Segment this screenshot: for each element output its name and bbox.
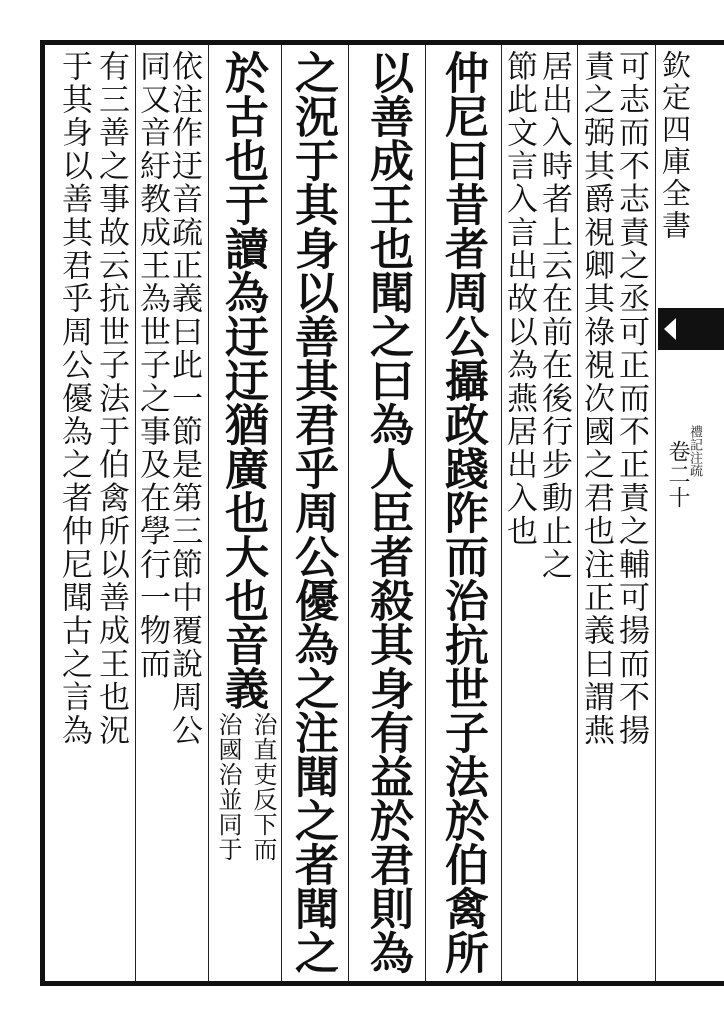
text-column-12: 于其身以善其君乎周公優為之者仲尼聞古之言為 bbox=[56, 50, 92, 748]
volume-label: 卷二十 bbox=[665, 440, 690, 509]
text-column-2: 責之弼其爵視卿其祿視次國之君也注正義曰謂燕 bbox=[578, 50, 614, 748]
annotation-note-2: 治國治並同于 bbox=[214, 712, 242, 862]
text-column-3: 居出入時者上云在前在後行步動止之 bbox=[536, 50, 572, 582]
book-title: 欽定四庫全書 bbox=[658, 50, 692, 242]
column-rule bbox=[281, 45, 282, 981]
column-rule bbox=[425, 45, 426, 981]
column-rule bbox=[348, 45, 349, 981]
text-column-4: 節此文言入言出故以為燕居出入也 bbox=[501, 50, 537, 548]
text-column-8: 於古也于讀為迂迂猶廣也大也音義 bbox=[217, 50, 268, 710]
text-column-5: 仲尼曰昔者周公攝政踐阼而治抗世子法於伯禽所 bbox=[437, 50, 488, 974]
text-column-6: 以善成王也聞之曰為人臣者殺其身有益於君則為 bbox=[362, 50, 413, 974]
text-column-11: 有三善之事故云抗世子法于伯禽所以善成王也況 bbox=[93, 50, 129, 748]
margin-reference: 禮記注疏 bbox=[687, 425, 702, 477]
text-column-9: 依注作迂音疏正義曰此一節是第三節中覆說周公 bbox=[166, 50, 202, 748]
column-rule bbox=[655, 45, 656, 981]
text-column-1: 可志而不志責之丞可正而不正責之輔可揚而不揚 bbox=[613, 50, 649, 748]
column-rule bbox=[208, 45, 209, 981]
fishtail-mark-icon bbox=[658, 308, 724, 350]
text-column-7: 之況于其身以善其君乎周公優為之注聞之者聞之 bbox=[287, 50, 338, 974]
text-column-10: 同又音紆教成王為世子之事及在學行一物而 bbox=[134, 50, 170, 681]
annotation-note-1: 治直吏反下而 bbox=[249, 712, 277, 862]
